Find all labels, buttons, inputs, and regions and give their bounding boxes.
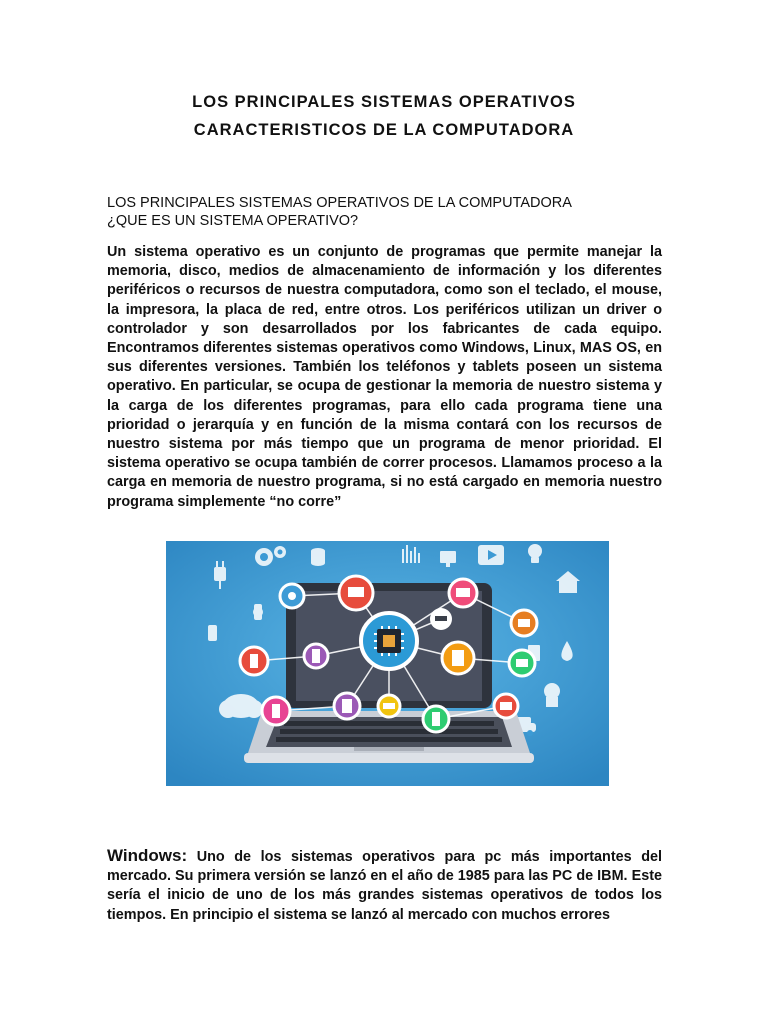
video-icon — [478, 545, 504, 565]
peripheral-node-car — [494, 694, 518, 718]
peripheral-node-watch — [262, 697, 290, 725]
document-title-line-1: LOS PRINCIPALES SISTEMAS OPERATIVOS — [192, 93, 576, 111]
peripheral-node-phone — [304, 644, 328, 668]
database-icon — [311, 548, 325, 566]
peripheral-node-tablet — [442, 642, 474, 674]
peripheral-node-mobile-right — [423, 706, 449, 732]
peripheral-node-gamepad — [378, 695, 400, 717]
document-title-line-2: CARACTERISTICOS DE LA COMPUTADORA — [193, 121, 575, 139]
peripheral-node-printer — [449, 579, 477, 607]
peripheral-node-mobile-left — [240, 647, 268, 675]
peripheral-node-speaker — [334, 693, 360, 719]
windows-paragraph — [107, 846, 662, 925]
operating-system-illustration — [166, 541, 609, 786]
peripheral-node-cctv — [430, 608, 452, 630]
peripheral-node-camera — [280, 584, 304, 608]
mobile-icon — [208, 625, 217, 641]
watch-icon — [253, 604, 263, 620]
cpu-chip-icon — [361, 613, 417, 669]
windows-paragraph-text: Uno de los sistemas operativos para pc más importantes del mercado. Su primera versión se lanzó en el año de 1985 para las PC de IBM. Este sería el inicio de uno de los más grandes sistemas operativos de todos los tiempos. En principio el sistema se lanzó al mercado con muchos errores — [107, 849, 662, 923]
section-subheading: LOS PRINCIPALES SISTEMAS OPERATIVOS DE LA COMPUTADORA — [107, 195, 572, 211]
windows-heading: Windows: — [107, 846, 188, 865]
chef-icon — [544, 683, 560, 707]
peripheral-node-laptop — [339, 576, 373, 610]
section-question: ¿QUE ES UN SISTEMA OPERATIVO? — [107, 213, 359, 229]
peripheral-node-cart — [511, 610, 537, 636]
peripheral-node-chart — [509, 650, 535, 676]
intro-paragraph: Un sistema operativo es un conjunto de programas que permite manejar la memoria, disco, medios de almacenamiento de información y los diferentes periféricos o recursos de nuestra computadora, como son el teclado, el mouse, la impresora, la placa de red, entre otros. Los periféricos utilizan un driver o controlador y son desarrollados por los fabricantes de cada equipo. Encontramos diferentes sistemas operativos como Windows, Linux, MAS OS, en sus diferentes versiones. También los teléfonos y tablets poseen un sistema operativo. En particular, se ocupa de gestionar la memoria de nuestro sistema y la carga de los diferentes programas, para ello cada programa tiene una prioridad o jerarquía y en función de la misma contará con los recursos de nuestro sistema por más tiempo que un programa de menor prioridad. El sistema operativo se ocupa también de correr procesos. Llamamos proceso a la carga en memoria de nuestro programa, si no está cargado en memoria nuestro programa simplemente “no corre” — [107, 244, 662, 510]
